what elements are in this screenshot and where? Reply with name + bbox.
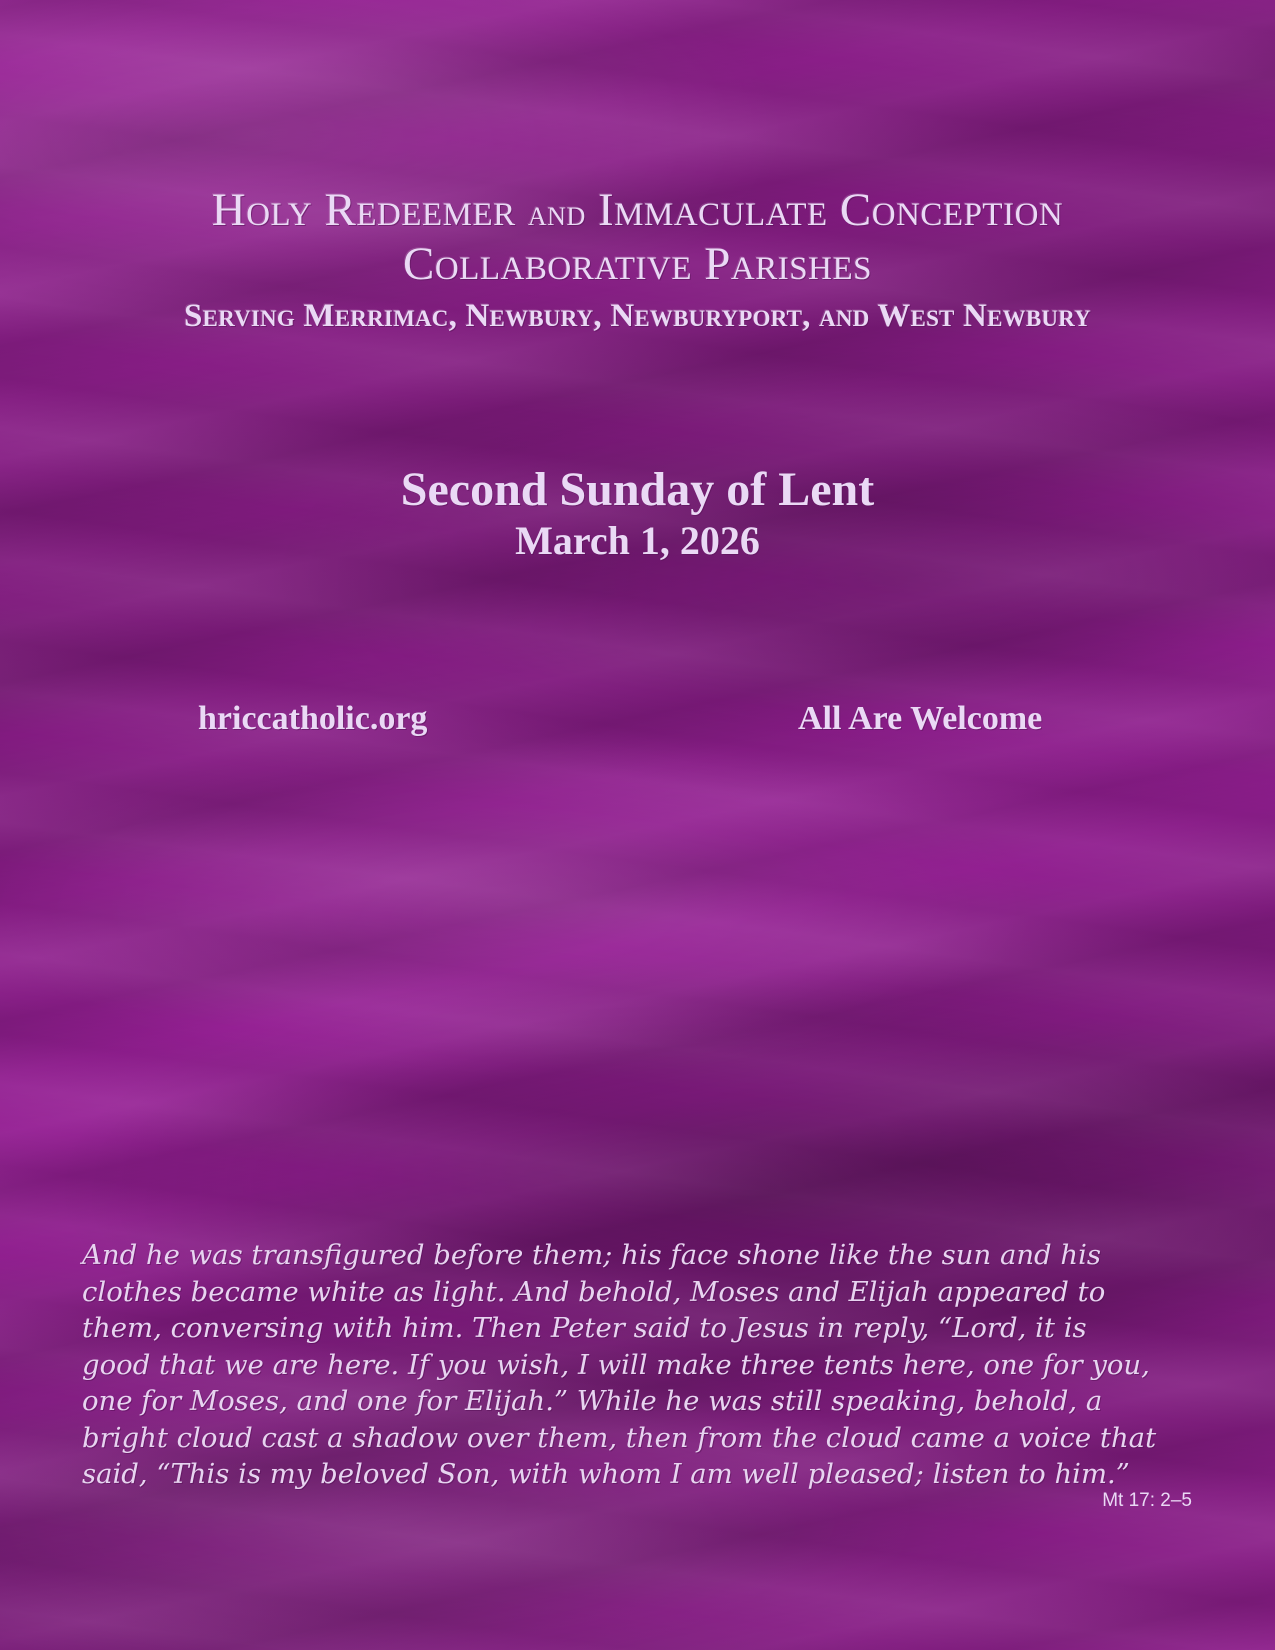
parish-name-holy-redeemer: Holy Redeemer <box>211 184 516 236</box>
welcome-tagline: All Are Welcome <box>798 700 1043 737</box>
parish-name-and: and <box>527 192 586 233</box>
scripture-line: clothes became white as light. And behold, Moses and Elijah appeared to <box>82 1275 1106 1308</box>
occasion-title: Second Sunday of Lent <box>400 463 875 516</box>
scripture-line: them, conversing with him. Then Peter said to Jesus in reply, “Lord, it is <box>82 1312 1087 1344</box>
parish-header <box>0 185 1275 335</box>
parish-name-immaculate-conception: Immaculate Conception <box>597 184 1064 236</box>
scripture-passage <box>82 1237 1192 1493</box>
occasion-date: March 1, 2026 <box>515 518 760 564</box>
liturgical-title-block <box>0 462 1275 565</box>
website-link[interactable]: hriccatholic.org <box>198 700 428 737</box>
scripture-line: bright cloud cast a shadow over them, then from the cloud came a voice that <box>82 1421 1157 1454</box>
scripture-line: And he was transfigured before them; his face shone like the sun and his <box>82 1239 1102 1271</box>
serving-towns-subheading: Serving Merrimac, Newbury, Newburyport, and West Newbury <box>184 298 1091 335</box>
scripture-line: one for Moses, and one for Elijah.” While he was still speaking, behold, a <box>82 1385 1103 1417</box>
parish-name-line <box>0 185 1275 237</box>
scripture-line: said, “This is my beloved Son, with whom I am well pleased; listen to him.” <box>82 1458 1130 1490</box>
collaborative-parishes-heading: Collaborative Parishes <box>403 237 872 290</box>
scripture-citation: Mt 17: 2–5 <box>1102 1490 1192 1511</box>
scripture-line: good that we are here. If you wish, I will make three tents here, one for you, <box>82 1348 1150 1381</box>
